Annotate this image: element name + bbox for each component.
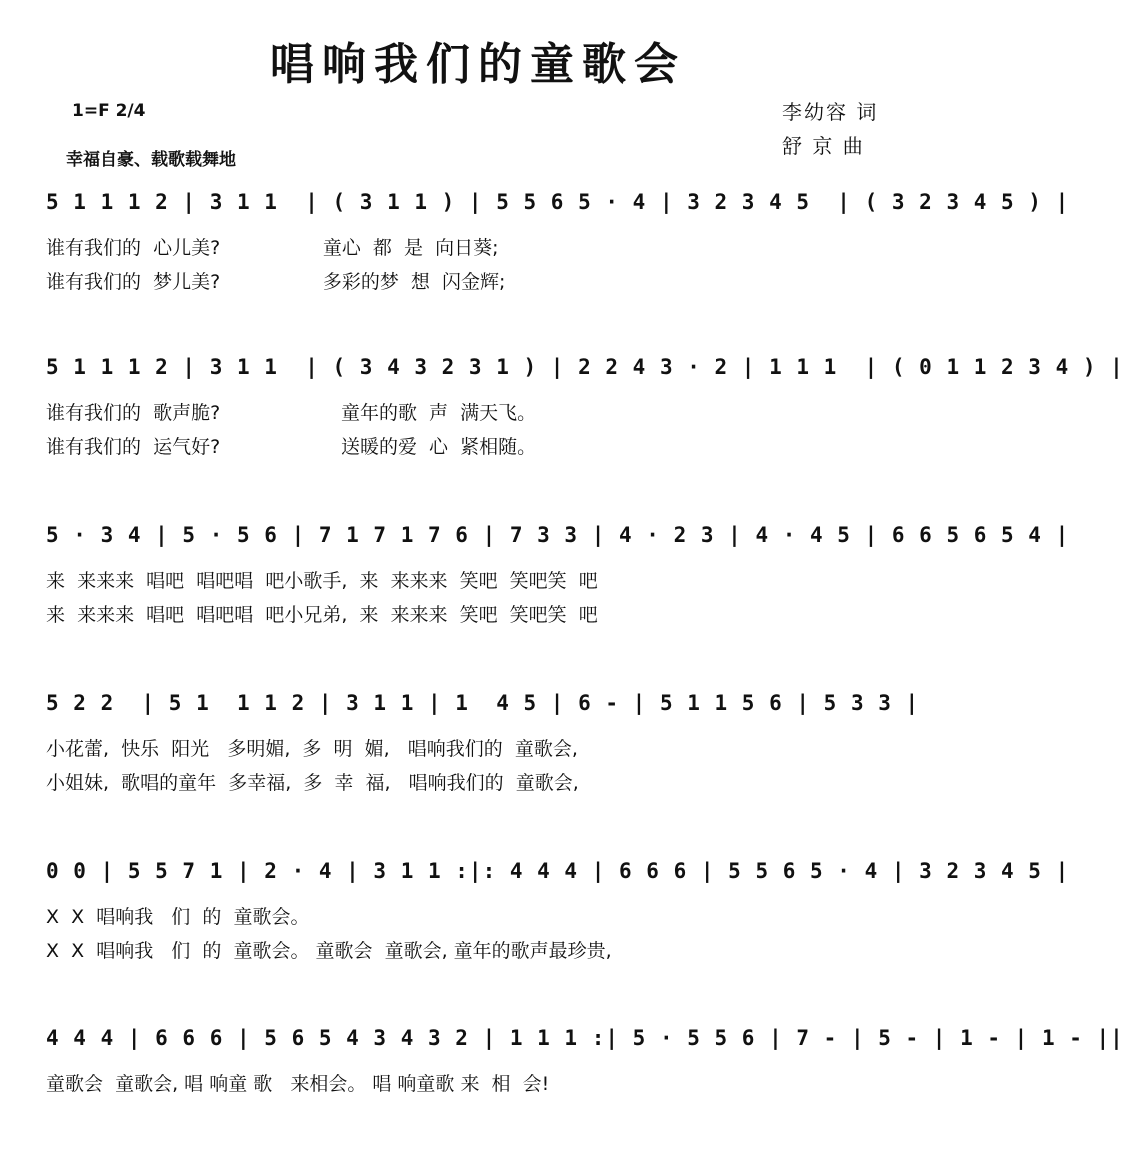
- score-system-4: [0, 691, 956, 841]
- notation-line: 5 1 1 1 2 | 3 1 1 | ( 3 1 1 ) | 5 5 6 5 · 4 | 3 2 3 4 5 | ( 3 2 3 4 5 ) |: [46, 190, 1070, 214]
- notation-line: 5 1 1 1 2 | 3 1 1 | ( 3 4 3 2 3 1 ) | 2 2 4 3 · 2 | 1 1 1 | ( 0 1 1 2 3 4 ) |: [46, 355, 1124, 379]
- lyric-verse-1: 小花蕾, 快乐 阳光 多明媚, 多 明 媚, 唱响我们的 童歌会,: [46, 738, 578, 760]
- notation-line: 0 0 | 5 5 7 1 | 2 · 4 | 3 1 1 :|: 4 4 4 | 6 6 6 | 5 5 6 5 · 4 | 3 2 3 4 5 |: [46, 859, 1070, 883]
- composer-credit: 舒 京 曲: [782, 134, 865, 158]
- lyric-verse-1: X X 唱响我 们 的 童歌会。: [46, 906, 310, 928]
- lyric-verse-1: 童歌会 童歌会, 唱 响童 歌 来相会。 唱 响童歌 来 相 会!: [46, 1073, 550, 1095]
- score-system-6: [0, 1026, 1124, 1176]
- key-signature: 1=F 2/4: [72, 101, 146, 121]
- lyric-verse-1: 谁有我们的 心儿美? 童心 都 是 向日葵;: [46, 237, 499, 259]
- notation-line: 5 2 2 | 5 1 1 1 2 | 3 1 1 | 1 4 5 | 6 - | 5 1 1 5 6 | 5 3 3 |: [46, 691, 920, 715]
- notation-line: 5 · 3 4 | 5 · 5 6 | 7 1 7 1 7 6 | 7 3 3 | 4 · 2 3 | 4 · 4 5 | 6 6 5 6 5 4 |: [46, 523, 1070, 547]
- lyric-verse-2: 小姐妹, 歌唱的童年 多幸福, 多 幸 福, 唱响我们的 童歌会,: [46, 772, 579, 794]
- score-system-2: [0, 355, 1124, 505]
- performance-mood: 幸福自豪、载歌载舞地: [66, 150, 236, 170]
- score-system-3: [0, 523, 1070, 673]
- lyricist-credit: 李幼容 词: [782, 100, 879, 124]
- lyric-verse-2: 来 来来来 唱吧 唱吧唱 吧小兄弟, 来 来来来 笑吧 笑吧笑 吧: [46, 604, 598, 626]
- lyric-verse-2: 谁有我们的 运气好? 送暖的爱 心 紧相随。: [46, 436, 537, 458]
- score-system-1: [0, 190, 1070, 340]
- lyric-verse-1: 谁有我们的 歌声脆? 童年的歌 声 满天飞。: [46, 402, 537, 424]
- lyric-verse-1: 来 来来来 唱吧 唱吧唱 吧小歌手, 来 来来来 笑吧 笑吧笑 吧: [46, 570, 598, 592]
- notation-line: 4 4 4 | 6 6 6 | 5 6 5 4 3 4 3 2 | 1 1 1 :| 5 · 5 5 6 | 7 - | 5 - | 1 - | 1 - ||: [46, 1026, 1124, 1050]
- lyric-verse-2: 谁有我们的 梦儿美? 多彩的梦 想 闪金辉;: [46, 271, 506, 293]
- score-system-5: [0, 859, 1070, 1009]
- song-title: 唱响我们的童歌会: [270, 39, 686, 90]
- lyric-verse-2: X X 唱响我 们 的 童歌会。 童歌会 童歌会, 童年的歌声最珍贵,: [46, 940, 612, 962]
